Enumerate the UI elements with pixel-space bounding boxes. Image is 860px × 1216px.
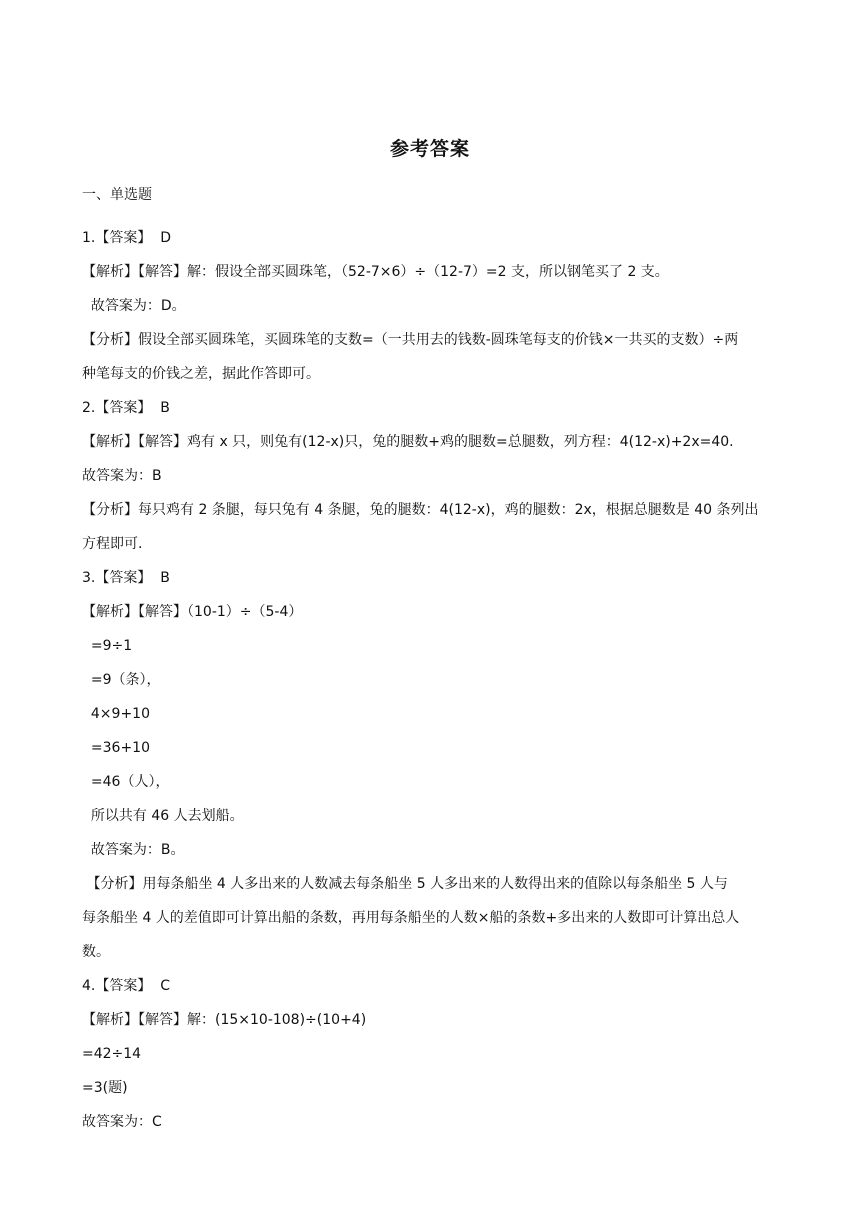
answer-line: 故答案为：C	[82, 1114, 162, 1130]
answer-line: 【解析】【解答】解：(15×10-108)÷(10+4)	[82, 1012, 367, 1028]
answer-line: 每条船坐 4 人的差值即可计算出船的条数，再用每条船坐的人数×船的条数+多出来的人数即可计算出总人	[82, 910, 740, 926]
answer-line: 【解析】【解答】（10-1）÷（5-4）	[82, 604, 303, 620]
answer-line: 【分析】假设全部买圆珠笔，买圆珠笔的支数=（一共用去的钱数-圆珠笔每支的价钱×一共买的支数）÷两	[82, 332, 739, 348]
answer-line: =46（人），	[82, 774, 170, 790]
answer-line: =36+10	[82, 740, 150, 756]
answer-line: 方程即可.	[82, 536, 143, 552]
answer-line: 1.【答案】 D	[82, 230, 172, 246]
answer-line: =42÷14	[82, 1046, 142, 1062]
answer-line: 3.【答案】 B	[82, 570, 170, 586]
answer-line: =9÷1	[82, 638, 133, 654]
answer-line: 所以共有 46 人去划船。	[82, 808, 244, 824]
answer-line: 数。	[82, 944, 110, 960]
answer-line: 【解析】【解答】鸡有 x 只，则兔有(12-x)只，兔的腿数+鸡的腿数=总腿数，列方程：4(12-x)+2x=40.	[82, 434, 734, 450]
answer-line: 故答案为：B	[82, 468, 162, 484]
answer-line: =9（条），	[82, 672, 161, 688]
answer-line: =3(题)	[82, 1080, 128, 1096]
answer-line: 故答案为：B。	[82, 842, 185, 858]
answer-line: 【分析】每只鸡有 2 条腿，每只兔有 4 条腿，兔的腿数：4(12-x)，鸡的腿数：2x，根据总腿数是 40 条列出	[82, 502, 759, 518]
answer-line: 故答案为：D。	[82, 298, 186, 314]
answer-line: 4×9+10	[82, 706, 150, 722]
answer-line: 4.【答案】 C	[82, 978, 171, 994]
page-title: 参考答案	[389, 138, 470, 160]
answer-line: 【解析】【解答】解：假设全部买圆珠笔，（52-7×6）÷（12-7）=2 支，所以钢笔买了 2 支。	[82, 264, 669, 280]
section-heading: 一、单选题	[82, 187, 152, 203]
answer-line: 种笔每支的价钱之差，据此作答即可。	[82, 366, 320, 382]
answer-line: 2.【答案】 B	[82, 400, 170, 416]
answer-line: 【分析】用每条船坐 4 人多出来的人数减去每条船坐 5 人多出来的人数得出来的值除以每条船坐 5 人与	[82, 876, 728, 892]
